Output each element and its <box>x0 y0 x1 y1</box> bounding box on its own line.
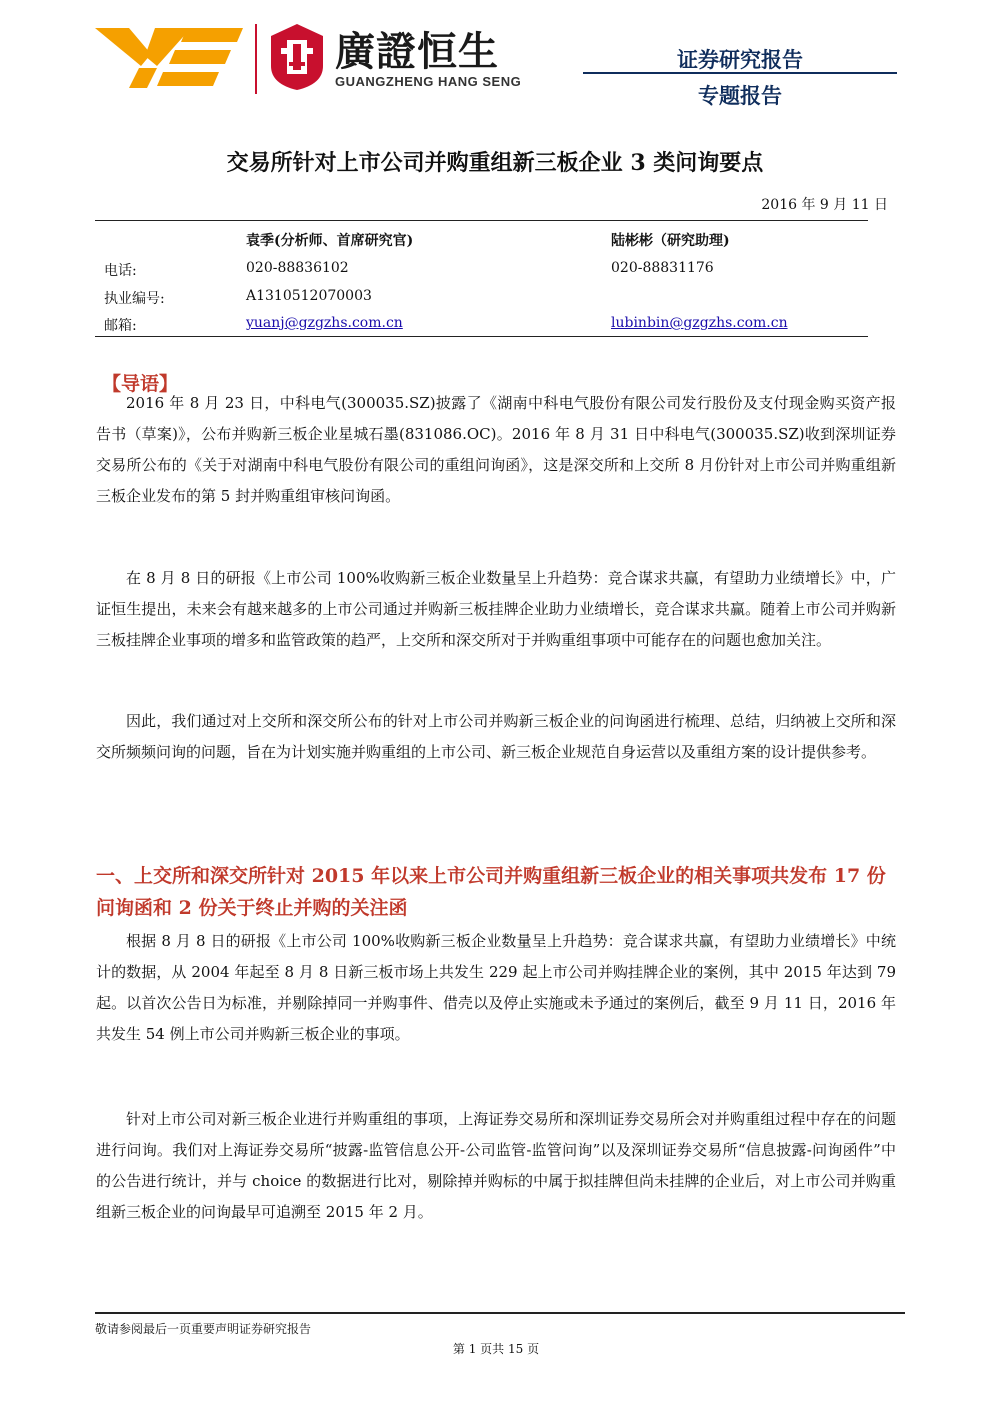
document-title: 交易所针对上市公司并购重组新三板企业 3 类问询要点 <box>226 150 764 176</box>
report-subtype: 专题报告 <box>698 84 782 108</box>
author-name-1: 袁季(分析师、首席研究官) <box>246 233 414 249</box>
author-2-email-link[interactable]: lubinbin@gzgzhs.com.cn <box>611 315 788 331</box>
logo-separator <box>255 24 257 94</box>
author-2-phone: 020-88831176 <box>611 260 714 276</box>
report-type: 证券研究报告 <box>677 48 803 72</box>
intro-label: 【导语】 <box>102 373 179 395</box>
section-1-paragraph: 根据 8 月 8 日的研报《上市公司 100%收购新三板企业数量呈上升趋势：竞合谋求共赢，有望助力业绩增长》中统计的数据，从 2004 年起至 8 月 8 日新三板市场上共发生 229 起上市公司并购挂牌企业的案例，其中 2015 年达到 79 起。以首次公告日为标准，并剔除掉同一并购事件、借壳以及停止实施或未予通过的案例后，截至 9 月 11 日，2016 年共发生 54 例上市公司并购新三板企业的事项。 <box>96 932 896 1043</box>
document-date: 2016 年 9 月 11 日 <box>761 197 888 213</box>
intro-paragraph: 2016 年 8 月 23 日，中科电气(300035.SZ)披露了《湖南中科电气股份有限公司发行股份及支付现金购买资产报告书（草案)》，公布并购新三板企业星城石墨(831086.OC)。2016 年 8 月 31 日中科电气(300035.SZ)收到深圳证券交易所公布的《关于对湖南中科电气股份有限公司的重组问询函》，这是深交所和上交所 8 月份针对上市公司并购重组新三板企业发布的第 5 封并购重组审核问询函。 <box>96 394 896 505</box>
author-table-bottom-rule <box>95 336 868 337</box>
ye-logo-icon <box>95 24 245 90</box>
brand-name-cn: 廣證恒生 <box>335 29 499 75</box>
author-table-top-rule <box>95 220 868 221</box>
footer-disclaimer-note: 敬请参阅最后一页重要声明证券研究报告 <box>95 1322 312 1336</box>
section-1-heading: 一、上交所和深交所针对 2015 年以来上市公司并购重组新三板企业的相关事项共发布 17 份问询函和 2 份关于终止并购的关注函 <box>96 865 886 919</box>
brand-name-en: GUANGZHENG HANG SENG <box>335 74 522 89</box>
email-label: 邮箱: <box>104 318 137 334</box>
section-1-paragraph: 针对上市公司对新三板企业进行并购重组的事项，上海证券交易所和深圳证券交易所会对并购重组过程中存在的问题进行问询。我们对上海证券交易所“披露-监管信息公开-公司监管-监管问询”以及深圳证券交易所“信息披露-问询函件”中的公告进行统计，并与 choice 的数据进行比对，剔除掉并购标的中属于拟挂牌但尚未挂牌的企业后，对上市公司并购重组新三板企业的问询最早可追溯至 2015 年 2 月。 <box>96 1110 896 1221</box>
report-type-divider <box>583 72 897 74</box>
intro-paragraph: 因此，我们通过对上交所和深交所公布的针对上市公司并购新三板企业的问询函进行梳理、总结，归纳被上交所和深交所频频问询的问题，旨在为计划实施并购重组的上市公司、新三板企业规范自身运营以及重组方案的设计提供参考。 <box>96 712 896 761</box>
license-label: 执业编号: <box>104 291 165 307</box>
page-number: 第 1 页共 15 页 <box>452 1342 540 1356</box>
phone-label: 电话: <box>104 263 137 279</box>
intro-paragraph: 在 8 月 8 日的研报《上市公司 100%收购新三板企业数量呈上升趋势：竞合谋求共赢，有望助力业绩增长》中，广证恒生提出，未来会有越来越多的上市公司通过并购新三板挂牌企业助力业绩增长，竞合谋求共赢。随着上市公司并购新三板挂牌企业事项的增多和监管政策的趋严，上交所和深交所对于并购重组事项中可能存在的问题也愈加关注。 <box>96 569 896 649</box>
seal-logo-icon <box>267 22 327 92</box>
author-1-license: A1310512070003 <box>246 288 372 304</box>
author-1-email-link[interactable]: yuanj@gzgzhs.com.cn <box>246 315 403 331</box>
footer-rule <box>95 1312 905 1314</box>
author-name-2: 陆彬彬（研究助理) <box>611 233 730 249</box>
company-logo <box>95 18 535 102</box>
author-1-phone: 020-88836102 <box>246 260 349 276</box>
